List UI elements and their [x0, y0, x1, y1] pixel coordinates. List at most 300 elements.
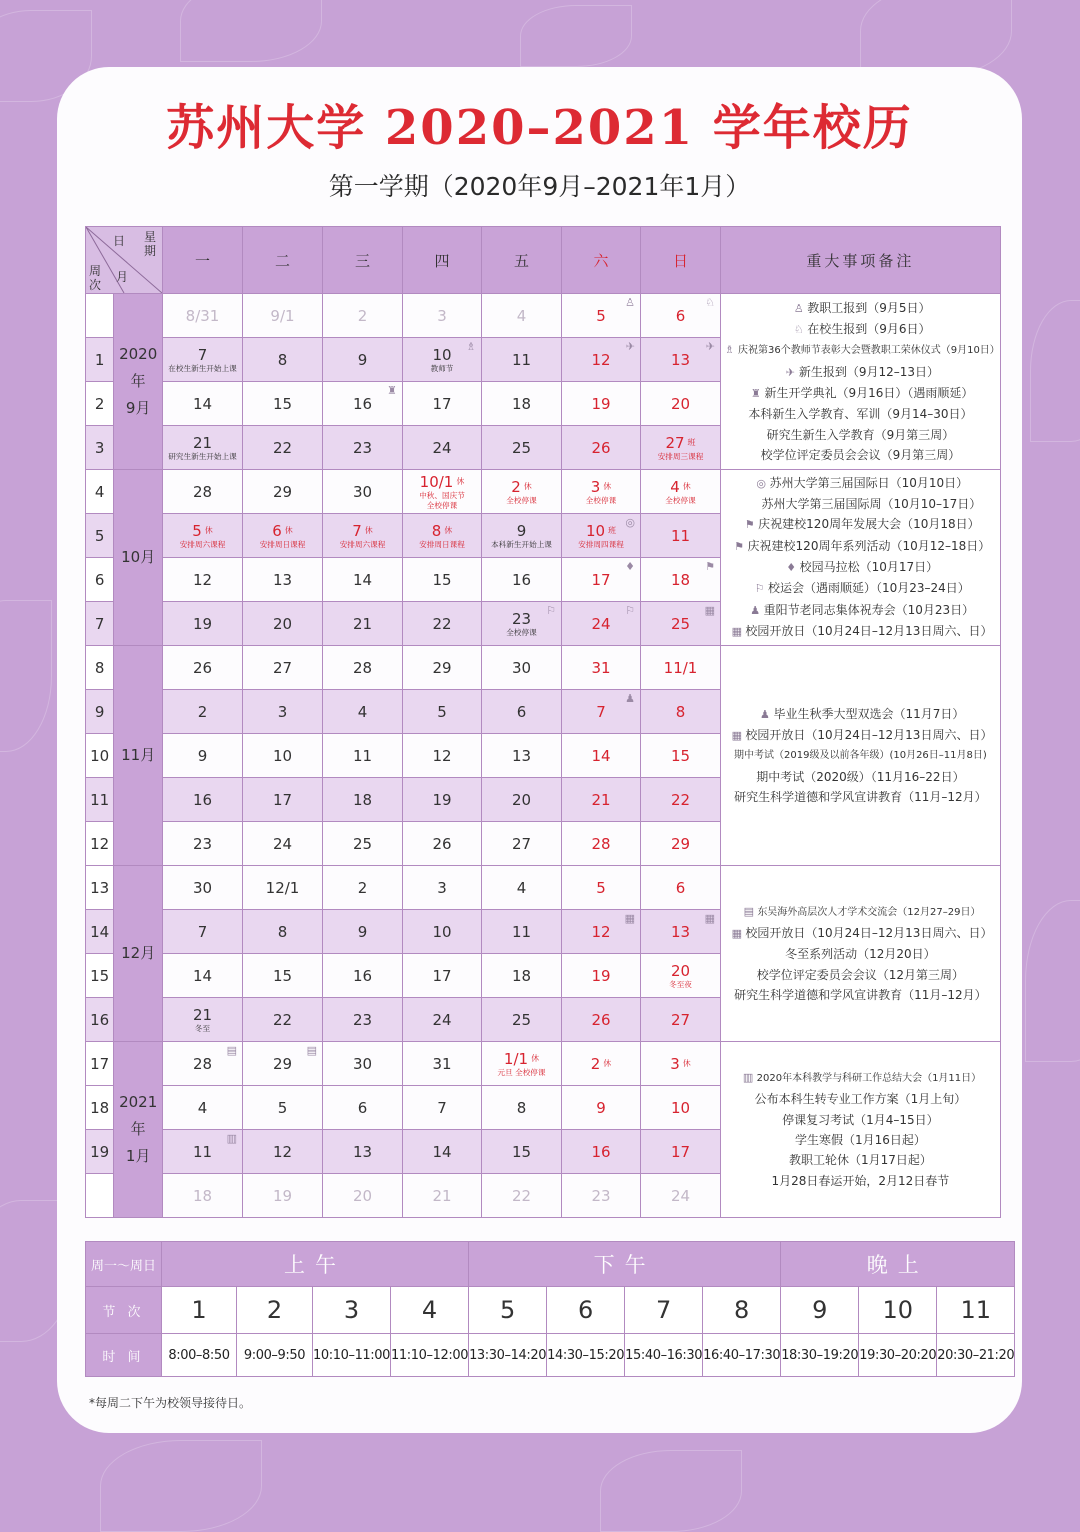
day-cell: [403, 602, 482, 646]
day-date: 8/31: [185, 306, 220, 325]
day-cell: [562, 1086, 641, 1130]
event-marker-icon: ▦: [704, 604, 715, 617]
day-date: 17: [591, 570, 611, 589]
day-number: [243, 615, 322, 633]
day-date: 5: [596, 878, 606, 897]
day-date: 9: [357, 350, 368, 369]
period-time: 11:10–12:00: [391, 1334, 469, 1377]
day-number: [403, 571, 481, 589]
day-note: 安排周六课程: [339, 539, 386, 549]
month-year: 2021年: [119, 1093, 158, 1138]
day-date: 26: [192, 658, 213, 677]
day-number: [482, 923, 561, 941]
day-date: 19: [272, 1186, 293, 1205]
events-block-nov: [721, 646, 1001, 866]
day-date: 3: [590, 477, 601, 496]
day-header-sun: 日: [641, 227, 721, 294]
day-number: [243, 1011, 322, 1029]
day-cell: [641, 1086, 721, 1130]
period-number: 5: [469, 1287, 547, 1334]
event-marker-icon: ♜: [387, 384, 397, 397]
event-item: [721, 965, 1000, 985]
day-cell: [641, 1174, 721, 1218]
event-text: 停课复习考试（1月4–15日）: [782, 1112, 939, 1127]
day-number: [323, 703, 402, 721]
event-item: [721, 578, 1000, 599]
event-marker-icon: ⚐: [625, 604, 635, 617]
week-number: 13: [86, 866, 114, 910]
day-date: 22: [670, 790, 691, 809]
day-cell: [323, 470, 403, 514]
day-date: 2: [197, 702, 208, 721]
event-item: [721, 557, 1000, 578]
event-text: 校园马拉松（10月17日）: [799, 560, 939, 574]
day-cell: [323, 690, 403, 734]
day-cell: [562, 514, 641, 558]
day-date: 10: [432, 345, 452, 364]
timetable-time-row: [86, 1334, 1015, 1377]
event-text: 校运会（遇雨顺延）（10月23–24日）: [768, 581, 970, 596]
day-date: 25: [352, 834, 373, 853]
event-text: 苏州大学第三届国际日（10月10日）: [769, 475, 969, 490]
day-date: 31: [432, 1054, 452, 1073]
day-number: [323, 879, 402, 897]
day-date: 9: [357, 922, 368, 941]
period-number: 1: [162, 1287, 237, 1334]
day-number: [482, 879, 561, 897]
day-date: 16: [192, 790, 213, 809]
event-text: 学生寒假（1月16日起）: [794, 1133, 926, 1147]
day-number: [482, 835, 561, 853]
day-cell: [641, 602, 721, 646]
period-time: 18:30–19:20: [781, 1334, 859, 1377]
day-cell: [562, 778, 641, 822]
day-number: [482, 439, 561, 457]
day-date: 26: [591, 1010, 611, 1029]
day-cell: [641, 558, 721, 602]
period-time: 16:40–17:30: [703, 1334, 781, 1377]
day-number: [323, 835, 402, 853]
day-cell: [641, 822, 721, 866]
day-number: [323, 522, 402, 540]
day-number: [243, 1143, 322, 1161]
day-cell: [243, 1042, 323, 1086]
session-afternoon: 下午: [469, 1242, 781, 1287]
day-cell: [482, 602, 562, 646]
day-cell: [403, 1174, 482, 1218]
day-note: 元旦 全校停课: [497, 1067, 546, 1077]
day-cell: [163, 426, 243, 470]
day-date: 29: [272, 482, 293, 501]
event-item: [721, 985, 1000, 1005]
day-date: 12: [591, 922, 611, 941]
week-number: 3: [86, 426, 114, 470]
day-date: 15: [272, 394, 293, 413]
label-week-range: 周一～周日: [86, 1242, 162, 1287]
day-cell: [562, 470, 641, 514]
event-item: [721, 340, 1000, 361]
day-cell: [163, 1042, 243, 1086]
day-number: [323, 1055, 402, 1073]
event-marker-icon: ▦: [624, 912, 635, 925]
day-number: [562, 747, 640, 765]
day-date: 18: [511, 966, 532, 985]
day-number: [163, 835, 242, 853]
period-time: 9:00–9:50: [237, 1334, 313, 1377]
day-date: 9/1: [270, 306, 295, 325]
event-marker-icon: ⚐: [546, 604, 556, 617]
event-text: 庆祝第36个教师节表彰大会暨教职工荣休仪式（9月10日）: [738, 345, 1000, 357]
day-number: [562, 571, 640, 589]
timetable-period-row: [86, 1287, 1015, 1334]
day-date: 14: [192, 966, 213, 985]
day-number: [482, 791, 561, 809]
notes-header: 重大事项备注: [721, 227, 1001, 294]
day-cell: [641, 910, 721, 954]
day-number: [323, 1099, 402, 1117]
day-cell: [163, 1174, 243, 1218]
day-date: 4: [516, 878, 527, 897]
event-marker-icon: ♙: [625, 296, 635, 309]
event-item: [721, 746, 1000, 766]
day-cell: [243, 426, 323, 470]
day-number: [482, 967, 561, 985]
day-cell: [482, 426, 562, 470]
event-icon: ♗: [724, 343, 735, 357]
day-cell: [641, 778, 721, 822]
day-number: [641, 615, 720, 633]
day-number: [482, 351, 561, 369]
day-date: 10: [432, 922, 452, 941]
event-text: 校学位评定委员会会议（9月第三周）: [760, 447, 961, 462]
day-date: 2: [357, 306, 368, 325]
day-cell: [163, 822, 243, 866]
event-text: 教职工报到（9月5日）: [807, 300, 931, 315]
day-number: [641, 962, 720, 980]
day-cell: [482, 998, 562, 1042]
day-cell: [323, 778, 403, 822]
day-cell: [403, 734, 482, 778]
day-cell: [163, 1086, 243, 1130]
event-marker-icon: ♘: [705, 296, 715, 309]
day-date: 26: [591, 438, 611, 457]
day-cell: [562, 866, 641, 910]
day-date: 19: [591, 394, 611, 413]
day-number: [562, 835, 640, 853]
day-number: [163, 1187, 242, 1205]
event-item: [721, 902, 1000, 923]
week-number: 7: [86, 602, 114, 646]
day-number: [243, 923, 322, 941]
day-cell: [163, 1130, 243, 1174]
session-evening: 晚上: [781, 1242, 1015, 1287]
day-number: [323, 439, 402, 457]
day-date: 3: [277, 702, 288, 721]
day-cell: [641, 470, 721, 514]
event-text: 在校生报到（9月6日）: [807, 322, 931, 337]
day-number: [163, 483, 242, 501]
day-number: [163, 1143, 242, 1161]
day-number: [323, 1143, 402, 1161]
day-number: [243, 747, 322, 765]
month-label-sep: [114, 294, 163, 470]
day-date: 31: [591, 658, 611, 677]
day-cell: [482, 470, 562, 514]
period-number: 7: [625, 1287, 703, 1334]
week-number: 2: [86, 382, 114, 426]
day-tag: 休: [682, 1058, 691, 1068]
day-number: [163, 967, 242, 985]
corner-zhou: 周: [89, 264, 102, 278]
event-text: 2020年本科教学与科研工作总结大会（1月11日）: [756, 1073, 982, 1085]
day-date: 19: [591, 966, 611, 985]
day-date: 17: [272, 790, 293, 809]
semester-subtitle: 第一学期（2020年9月–2021年1月）: [328, 172, 751, 201]
period-time: 20:30–21:20: [937, 1334, 1015, 1377]
day-date: 9: [596, 1098, 606, 1117]
day-cell: [243, 998, 323, 1042]
day-number: [163, 791, 242, 809]
event-item: [721, 704, 1000, 725]
day-date: 27: [511, 834, 532, 853]
day-date: 23: [192, 834, 213, 853]
week-number: [86, 294, 114, 338]
month-label-oct: [114, 470, 163, 646]
day-note: 安排周六课程: [179, 539, 226, 549]
day-date: 15: [272, 966, 293, 985]
event-icon: ♦: [786, 561, 797, 574]
day-date: 16: [511, 570, 532, 589]
day-date: 7: [197, 922, 208, 941]
day-date: 12: [272, 1142, 293, 1161]
day-number: [403, 1187, 481, 1205]
calendar-header-row: [86, 227, 1001, 294]
event-item: [721, 944, 1000, 964]
day-note: 教师节: [430, 363, 454, 373]
event-item: [721, 404, 1000, 424]
day-cell: [403, 910, 482, 954]
day-cell: [163, 778, 243, 822]
session-morning: 上午: [162, 1242, 469, 1287]
event-icon: ♟: [750, 603, 761, 617]
day-cell: [641, 954, 721, 998]
day-number: [562, 1187, 640, 1205]
day-number: [641, 659, 720, 677]
day-number: [243, 571, 322, 589]
day-number: [403, 1055, 481, 1073]
day-cell: [482, 1042, 562, 1086]
day-date: 22: [272, 438, 293, 457]
day-date: 29: [670, 834, 691, 853]
event-icon: ♙: [793, 301, 804, 315]
day-note: 本科新生开始上课: [491, 539, 552, 549]
week-number: 10: [86, 734, 114, 778]
day-cell: [163, 998, 243, 1042]
day-date: 25: [511, 1010, 532, 1029]
day-number: [641, 434, 720, 452]
day-cell: [641, 646, 721, 690]
event-text: 期中考试（2019级及以前各年级）(10月26日–11月8日): [734, 750, 987, 762]
day-date: 11/1: [663, 658, 698, 677]
day-number: [243, 703, 322, 721]
event-text: 教职工轮休（1月17日起）: [788, 1153, 932, 1168]
day-cell: [323, 910, 403, 954]
day-cell: [482, 690, 562, 734]
day-date: 23: [591, 1186, 611, 1205]
event-text: 公布本科生转专业工作方案（1月上旬）: [754, 1092, 967, 1107]
day-cell: [403, 338, 482, 382]
event-item: [721, 1130, 1000, 1150]
day-number: [323, 395, 402, 413]
day-cell: [482, 382, 562, 426]
day-number: [163, 434, 242, 452]
day-cell: [323, 558, 403, 602]
month-label-jan: [114, 1042, 163, 1218]
day-date: 17: [670, 1142, 691, 1161]
event-text: 新生报到（9月12–13日）: [798, 364, 939, 379]
day-number: [403, 879, 481, 897]
day-cell: [163, 866, 243, 910]
day-cell: [403, 1086, 482, 1130]
event-text: 研究生科学道德和学风宣讲教育（11月–12月）: [734, 789, 987, 804]
event-item: [721, 383, 1000, 404]
day-date: 7: [197, 345, 208, 364]
events-block-dec: [721, 866, 1001, 1042]
day-number: [243, 439, 322, 457]
month-year: 2020年: [119, 345, 158, 390]
day-cell: [163, 646, 243, 690]
event-icon: ♘: [793, 323, 804, 337]
day-date: 8: [516, 1098, 527, 1117]
day-cell: [403, 426, 482, 470]
day-date: 21: [432, 1186, 452, 1205]
day-date: 4: [516, 306, 527, 325]
day-number: [403, 307, 481, 325]
day-number: [641, 1055, 720, 1073]
day-tag: 休: [456, 476, 465, 486]
day-date: 3: [437, 878, 447, 897]
day-date: 6: [516, 702, 527, 721]
week-number: 15: [86, 954, 114, 998]
day-number: [562, 1055, 640, 1073]
day-number: [641, 1099, 720, 1117]
day-number: [641, 527, 720, 545]
calendar-week-row: [86, 470, 1001, 514]
day-date: 22: [272, 1010, 293, 1029]
day-number: [641, 1011, 720, 1029]
events-block-jan: [721, 1042, 1001, 1218]
day-number: [243, 879, 322, 897]
day-date: 19: [192, 614, 213, 633]
day-date: 27: [665, 433, 685, 452]
day-number: [562, 1099, 640, 1117]
day-number: [323, 615, 402, 633]
day-number: [243, 1055, 322, 1073]
day-cell: [482, 1130, 562, 1174]
day-cell: [562, 734, 641, 778]
day-header-mon: 一: [163, 227, 243, 294]
day-number: [323, 747, 402, 765]
day-cell: [163, 558, 243, 602]
day-number: [243, 967, 322, 985]
event-item: [721, 1110, 1000, 1130]
day-date: 27: [670, 1010, 691, 1029]
day-cell: [403, 514, 482, 558]
day-number: [562, 967, 640, 985]
day-date: 14: [352, 570, 373, 589]
day-date: 23: [511, 609, 532, 628]
day-tag: 休: [284, 525, 293, 535]
event-item: [721, 536, 1000, 557]
week-number: 6: [86, 558, 114, 602]
event-text: 校园开放日（10月24日–12月13日周六、日）: [745, 623, 993, 638]
day-cell: [243, 910, 323, 954]
day-cell: [482, 294, 562, 338]
month-name: 1月: [125, 1147, 151, 1165]
day-number: [163, 879, 242, 897]
day-number: [243, 835, 322, 853]
day-header-wed: 三: [323, 227, 403, 294]
event-marker-icon: ▤: [306, 1044, 317, 1057]
day-number: [243, 1099, 322, 1117]
day-cell: [562, 338, 641, 382]
day-date: 10: [585, 521, 606, 540]
day-cell: [641, 338, 721, 382]
day-number: [403, 835, 481, 853]
day-number: [641, 879, 720, 897]
day-cell: [323, 514, 403, 558]
day-date: 30: [192, 878, 213, 897]
day-note: 全校停课: [426, 500, 458, 510]
day-date: 26: [432, 834, 452, 853]
day-number: [323, 791, 402, 809]
event-icon: ♜: [751, 387, 761, 400]
day-date: 29: [272, 1054, 293, 1073]
day-note: 全校停课: [585, 495, 617, 505]
day-cell: [163, 690, 243, 734]
day-number: [562, 439, 640, 457]
day-date: 12: [591, 350, 611, 369]
period-number: 10: [859, 1287, 937, 1334]
day-date: 30: [352, 482, 373, 501]
period-time: 10:10–11:00: [313, 1334, 391, 1377]
week-number: [86, 1174, 114, 1218]
day-number: [243, 307, 322, 325]
day-number: [323, 923, 402, 941]
day-tag: 休: [364, 525, 373, 535]
day-number: [641, 351, 720, 369]
day-date: 18: [192, 1186, 213, 1205]
corner-qi: 期: [144, 244, 157, 258]
day-number: [163, 307, 242, 325]
day-number: [641, 307, 720, 325]
day-note: 安排周三课程: [657, 451, 704, 461]
day-number: [482, 659, 561, 677]
event-marker-icon: ▥: [226, 1132, 237, 1145]
event-icon: ◎: [756, 476, 766, 490]
day-cell: [243, 866, 323, 910]
day-date: 12: [432, 746, 452, 765]
event-marker-icon: ✈: [625, 340, 635, 353]
day-date: 7: [437, 1098, 447, 1117]
day-number: [482, 522, 561, 540]
month-label-nov: [114, 646, 163, 866]
day-note: 安排周日课程: [259, 539, 306, 549]
day-cell: [641, 690, 721, 734]
day-date: 16: [352, 966, 373, 985]
event-marker-icon: ♦: [625, 560, 635, 573]
day-date: 5: [437, 702, 447, 721]
